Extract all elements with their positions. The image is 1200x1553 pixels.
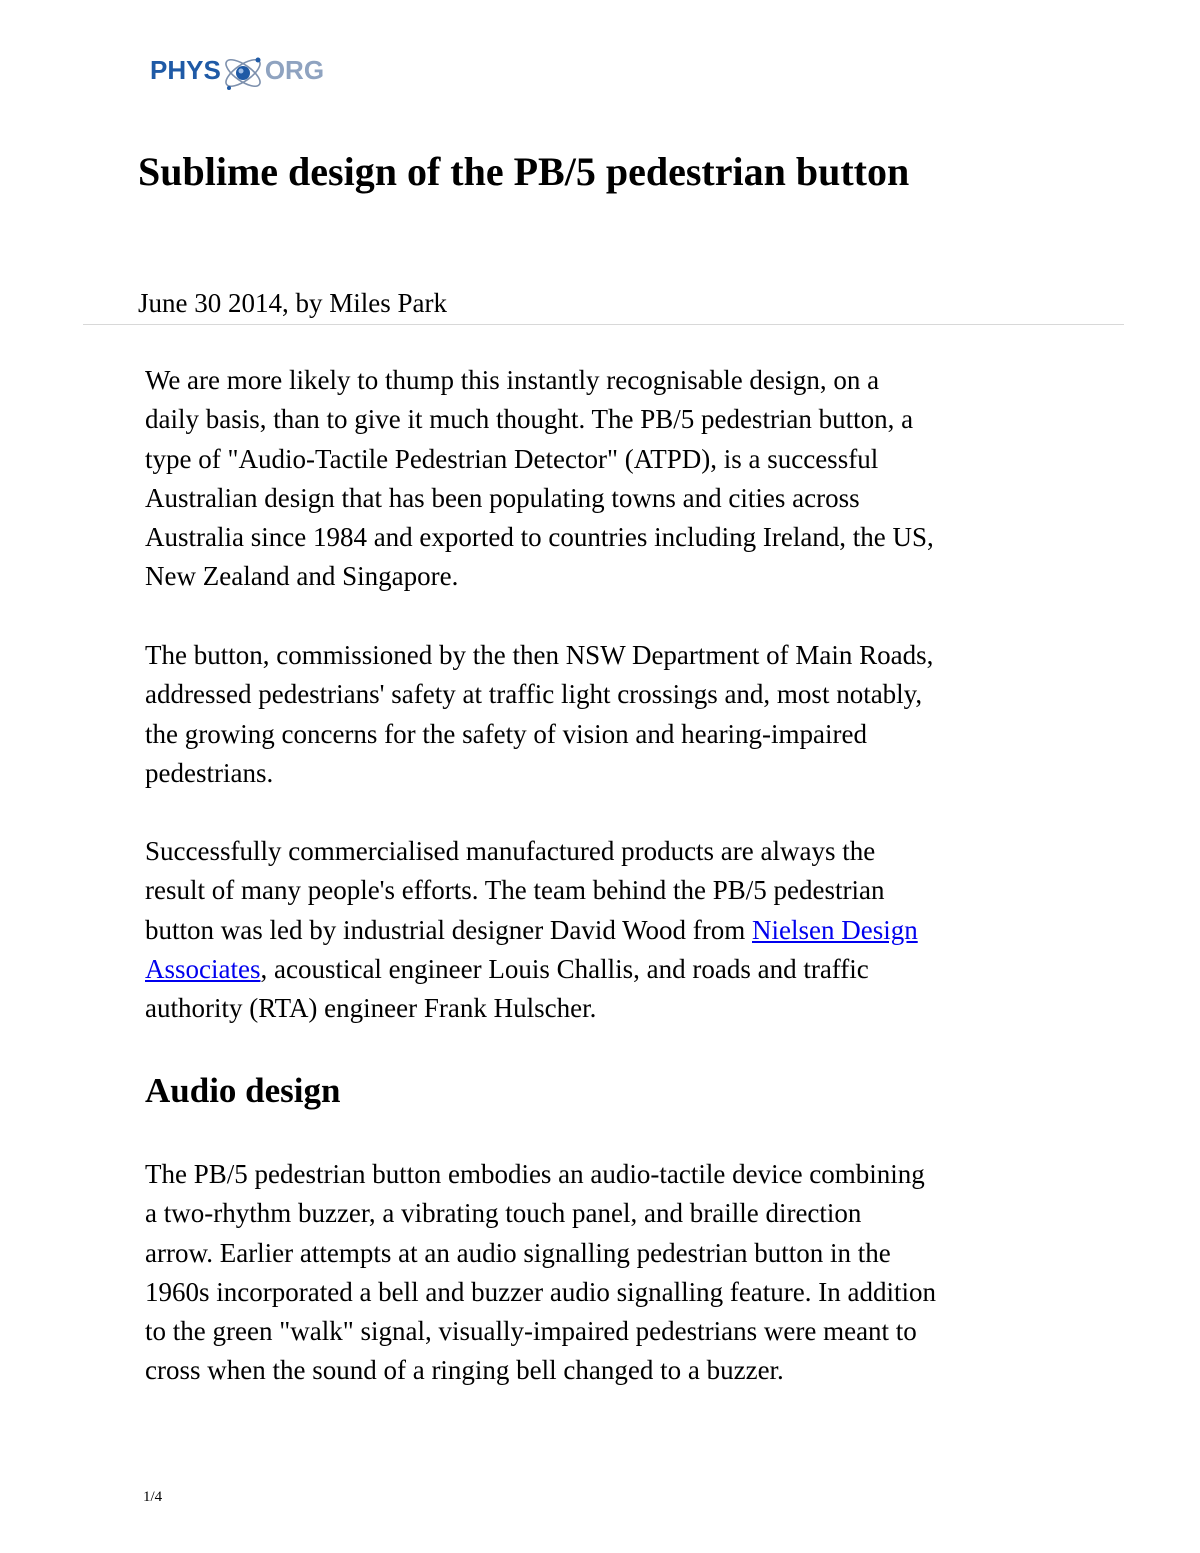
text-line: New Zealand and Singapore. — [145, 561, 459, 592]
text-line: button was led by industrial designer David Wood from — [145, 914, 752, 945]
atom-icon — [221, 48, 265, 96]
text-line: Australia since 1984 and exported to countries including Ireland, the US, — [145, 522, 934, 553]
text-line: daily basis, than to give it much thought. The PB/5 pedestrian button, a — [145, 404, 914, 435]
article-title: Sublime design of the PB/5 pedestrian button — [138, 149, 910, 194]
text-line: type of "Audio-Tactile Pedestrian Detector" (ATPD), is a successful — [145, 443, 879, 474]
text-line: , acoustical engineer Louis Challis, and roads and traffic — [260, 953, 869, 984]
text-line: authority (RTA) engineer Frank Hulscher. — [145, 993, 597, 1024]
phys-org-logo — [150, 40, 324, 100]
text-line: Australian design that has been populating towns and cities across — [145, 482, 860, 513]
text-line: The button, commissioned by the then NSW Department of Main Roads, — [145, 640, 934, 670]
text-line: 1960s incorporated a bell and buzzer audio signalling feature. In addition — [145, 1276, 936, 1307]
paragraph-audio — [145, 1155, 936, 1391]
link-text[interactable]: Nielsen Design — [752, 914, 918, 945]
paragraph-commission — [145, 636, 933, 793]
logo-org-text: ORG — [264, 54, 325, 85]
text-line: We are more likely to thump this instantly recognisable design, on a — [145, 365, 880, 395]
text-line: arrow. Earlier attempts at an audio signalling pedestrian button in the — [145, 1237, 891, 1268]
text-line: result of many people's efforts. The team behind the PB/5 pedestrian — [145, 875, 885, 906]
text-line: a two-rhythm buzzer, a vibrating touch panel, and braille direction — [145, 1198, 862, 1229]
text-line: The PB/5 pedestrian button embodies an audio-tactile device combining — [145, 1159, 925, 1189]
text-line: cross when the sound of a ringing bell changed to a buzzer. — [145, 1355, 784, 1386]
text-line: pedestrians. — [145, 757, 274, 788]
text-line: addressed pedestrians' safety at traffic light crossings and, most notably, — [145, 679, 923, 710]
text-line: to the green "walk" signal, visually-impaired pedestrians were meant to — [145, 1316, 917, 1347]
text-line: the growing concerns for the safety of vision and hearing-impaired — [145, 718, 868, 749]
article-byline: June 30 2014, by Miles Park — [138, 288, 447, 318]
section-heading-audio-design: Audio design — [145, 1071, 341, 1110]
logo-phys-text: PHYS — [150, 54, 221, 85]
paragraph-team — [145, 832, 918, 1028]
page-number: 1/4 — [143, 1489, 163, 1505]
header-divider — [83, 324, 1124, 325]
text-line: Successfully commercialised manufactured products are always the — [145, 836, 876, 866]
link-text[interactable]: Associates — [145, 953, 261, 984]
paragraph-intro — [145, 361, 934, 597]
